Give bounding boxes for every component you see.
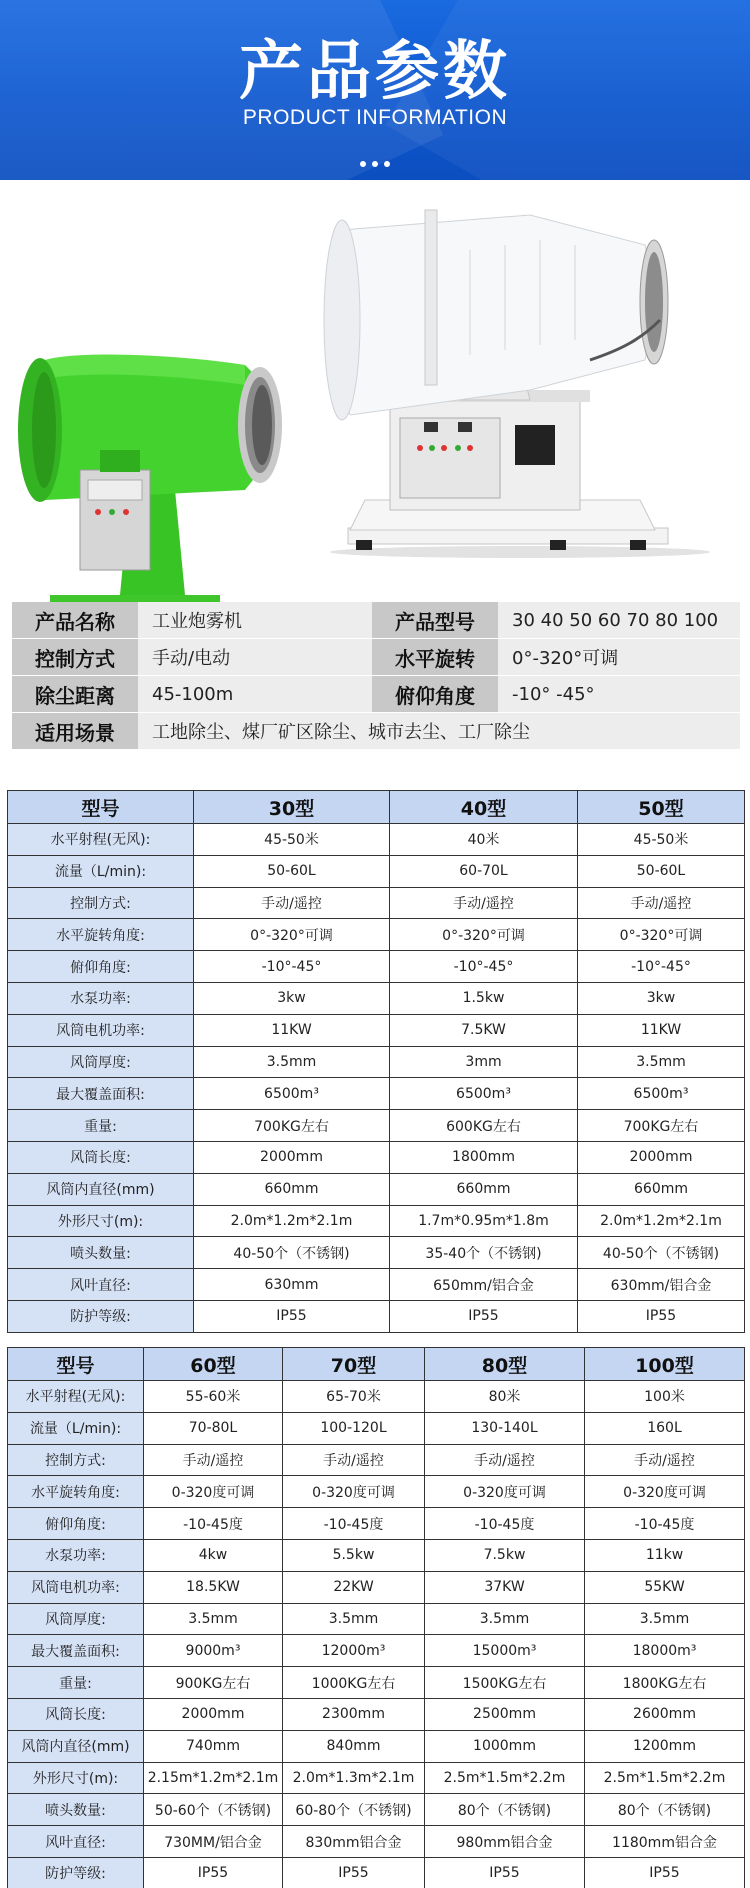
table-header-row [8, 791, 745, 824]
table-row [8, 1141, 745, 1173]
table-cell: IP55 [585, 1857, 745, 1888]
table-row [8, 1571, 745, 1603]
table-cell: IP55 [283, 1857, 425, 1888]
table-row [8, 1300, 745, 1332]
summary-label: 俯仰角度 [372, 676, 498, 712]
table-row [8, 1173, 745, 1205]
table-cell: 5.5kw [283, 1539, 425, 1571]
table-cell: 900KG左右 [144, 1667, 283, 1699]
summary-table [12, 602, 740, 750]
decorative-dots [0, 152, 750, 171]
row-label: 水平旋转角度: [8, 919, 194, 951]
table-cell: 55-60米 [144, 1381, 283, 1413]
table-cell: 80个（不锈钢) [425, 1794, 585, 1826]
table-cell: 4kw [144, 1539, 283, 1571]
table-cell: 1.7m*0.95m*1.8m [390, 1205, 578, 1237]
row-label: 风筒内直径(mm) [8, 1173, 194, 1205]
table-cell: -10-45度 [585, 1508, 745, 1540]
table-cell: 6500m³ [194, 1078, 390, 1110]
row-label: 重量: [8, 1667, 144, 1699]
table-cell: 100-120L [283, 1412, 425, 1444]
table-cell: 12000m³ [283, 1635, 425, 1667]
dot-icon [384, 161, 390, 167]
table-row [8, 824, 745, 856]
table-cell: -10-45度 [144, 1508, 283, 1540]
table-cell: 7.5KW [390, 1014, 578, 1046]
table-cell: 45-50米 [578, 824, 745, 856]
table-row [8, 951, 745, 983]
table-cell: 6500m³ [390, 1078, 578, 1110]
table-row [8, 1857, 745, 1888]
table-cell: 0°-320°可调 [194, 919, 390, 951]
table-cell: 1.5kw [390, 982, 578, 1014]
table-cell: 40米 [390, 824, 578, 856]
table-cell: 700KG左右 [194, 1110, 390, 1142]
table-cell: 730MM/铝合金 [144, 1826, 283, 1858]
table-cell: 2300mm [283, 1698, 425, 1730]
table-cell: -10-45度 [425, 1508, 585, 1540]
table-row [8, 1110, 745, 1142]
row-label: 控制方式: [8, 1444, 144, 1476]
summary-value: 30 40 50 60 70 80 100 [498, 602, 740, 638]
table-cell: 45-50米 [194, 824, 390, 856]
column-header: 50型 [578, 791, 745, 824]
row-label: 防护等级: [8, 1857, 144, 1888]
table-row [8, 1381, 745, 1413]
table-cell: 2.5m*1.5m*2.2m [425, 1762, 585, 1794]
table-cell: 22KW [283, 1571, 425, 1603]
table-cell: 0°-320°可调 [578, 919, 745, 951]
table-cell: 2000mm [578, 1141, 745, 1173]
table-row [8, 1508, 745, 1540]
table-cell: 3.5mm [283, 1603, 425, 1635]
summary-row [12, 602, 740, 638]
spec-table-30-50 [7, 790, 745, 1333]
row-label: 风筒厚度: [8, 1046, 194, 1078]
table-cell: 50-60个（不锈钢) [144, 1794, 283, 1826]
table-cell: 0-320度可调 [283, 1476, 425, 1508]
table-row [8, 1014, 745, 1046]
row-label: 风叶直径: [8, 1826, 144, 1858]
table-cell: 18000m³ [585, 1635, 745, 1667]
table-cell: 0-320度可调 [144, 1476, 283, 1508]
row-label: 防护等级: [8, 1300, 194, 1332]
row-label: 风筒长度: [8, 1141, 194, 1173]
table-cell: 2.5m*1.5m*2.2m [585, 1762, 745, 1794]
table-cell: 3kw [194, 982, 390, 1014]
table-cell: 手动/遥控 [425, 1444, 585, 1476]
row-label: 风筒电机功率: [8, 1571, 144, 1603]
table-row [8, 1269, 745, 1301]
table-row [8, 1078, 745, 1110]
table-row [8, 1444, 745, 1476]
table-cell: 3mm [390, 1046, 578, 1078]
table-cell: 40-50个（不锈钢) [194, 1237, 390, 1269]
table-cell: 60-70L [390, 855, 578, 887]
column-header: 40型 [390, 791, 578, 824]
table-cell: 1800KG左右 [585, 1667, 745, 1699]
table-cell: 660mm [578, 1173, 745, 1205]
table-cell: 630mm [194, 1269, 390, 1301]
product-photos [0, 190, 750, 570]
header-banner [0, 0, 750, 180]
table-cell: 手动/遥控 [194, 887, 390, 919]
table-cell: -10°-45° [390, 951, 578, 983]
table-cell: 1500KG左右 [425, 1667, 585, 1699]
row-label: 喷头数量: [8, 1237, 194, 1269]
table-cell: 2.15m*1.2m*2.1m [144, 1762, 283, 1794]
table-cell: 65-70米 [283, 1381, 425, 1413]
dot-icon [360, 161, 366, 167]
summary-value: 45-100m [138, 676, 372, 712]
table-cell: IP55 [390, 1300, 578, 1332]
table-row [8, 1046, 745, 1078]
row-label: 风筒长度: [8, 1698, 144, 1730]
table-cell: 9000m³ [144, 1635, 283, 1667]
table-cell: 0°-320°可调 [390, 919, 578, 951]
table-cell: 3.5mm [144, 1603, 283, 1635]
spec-table-60-100 [7, 1347, 745, 1888]
table-row [8, 1826, 745, 1858]
table-row [8, 982, 745, 1014]
row-label: 俯仰角度: [8, 1508, 144, 1540]
summary-row [12, 713, 740, 749]
column-header: 30型 [194, 791, 390, 824]
table-row [8, 1603, 745, 1635]
table-cell: 2.0m*1.2m*2.1m [578, 1205, 745, 1237]
table-row [8, 887, 745, 919]
table-cell: 50-60L [194, 855, 390, 887]
table-cell: 160L [585, 1412, 745, 1444]
table-cell: 6500m³ [578, 1078, 745, 1110]
table-cell: 700KG左右 [578, 1110, 745, 1142]
table-cell: 35-40个（不锈钢) [390, 1237, 578, 1269]
summary-label: 产品型号 [372, 602, 498, 638]
summary-label: 水平旋转 [372, 639, 498, 675]
page-title: 产品参数 [239, 35, 511, 109]
summary-value: 工业炮雾机 [138, 602, 372, 638]
table-row [8, 1635, 745, 1667]
table-cell: 55KW [585, 1571, 745, 1603]
row-label: 风筒电机功率: [8, 1014, 194, 1046]
table-row [8, 919, 745, 951]
summary-row [12, 676, 740, 712]
table-cell: IP55 [578, 1300, 745, 1332]
row-label: 最大覆盖面积: [8, 1078, 194, 1110]
column-header-model: 型号 [8, 791, 194, 824]
table-cell: 7.5kw [425, 1539, 585, 1571]
table-cell: 手动/遥控 [283, 1444, 425, 1476]
row-label: 水泵功率: [8, 982, 194, 1014]
table-cell: IP55 [425, 1857, 585, 1888]
table-row [8, 1412, 745, 1444]
table-cell: -10-45度 [283, 1508, 425, 1540]
row-label: 风筒厚度: [8, 1603, 144, 1635]
table-row [8, 855, 745, 887]
row-label: 水泵功率: [8, 1539, 144, 1571]
table-cell: 3.5mm [194, 1046, 390, 1078]
table-cell: 37KW [425, 1571, 585, 1603]
table-cell: 3.5mm [425, 1603, 585, 1635]
dot-icon [372, 161, 378, 167]
table-cell: 3kw [578, 982, 745, 1014]
table-cell: 手动/遥控 [578, 887, 745, 919]
table-cell: 2000mm [144, 1698, 283, 1730]
table-cell: 2000mm [194, 1141, 390, 1173]
summary-value: 0°-320°可调 [498, 639, 740, 675]
table-cell: 50-60L [578, 855, 745, 887]
table-cell: 2600mm [585, 1698, 745, 1730]
table-row [8, 1794, 745, 1826]
table-row [8, 1730, 745, 1762]
row-label: 重量: [8, 1110, 194, 1142]
table-cell: 660mm [390, 1173, 578, 1205]
table-cell: 1180mm铝合金 [585, 1826, 745, 1858]
table-row [8, 1539, 745, 1571]
table-cell: 600KG左右 [390, 1110, 578, 1142]
summary-value: -10° -45° [498, 676, 740, 712]
summary-label: 适用场景 [12, 713, 138, 749]
row-label: 风叶直径: [8, 1269, 194, 1301]
row-label: 俯仰角度: [8, 951, 194, 983]
table-cell: 2500mm [425, 1698, 585, 1730]
table-row [8, 1476, 745, 1508]
row-label: 控制方式: [8, 887, 194, 919]
row-label: 喷头数量: [8, 1794, 144, 1826]
row-label: 外形尺寸(m): [8, 1762, 144, 1794]
table-cell: 2.0m*1.3m*2.1m [283, 1762, 425, 1794]
table-cell: 630mm/铝合金 [578, 1269, 745, 1301]
table-cell: 60-80个（不锈钢) [283, 1794, 425, 1826]
table-cell: 650mm/铝合金 [390, 1269, 578, 1301]
table-cell: 840mm [283, 1730, 425, 1762]
row-label: 最大覆盖面积: [8, 1635, 144, 1667]
summary-value: 手动/电动 [138, 639, 372, 675]
table-row [8, 1762, 745, 1794]
table-cell: IP55 [194, 1300, 390, 1332]
summary-label: 除尘距离 [12, 676, 138, 712]
table-cell: IP55 [144, 1857, 283, 1888]
table-cell: 70-80L [144, 1412, 283, 1444]
table-cell: 2.0m*1.2m*2.1m [194, 1205, 390, 1237]
table-cell: 11KW [194, 1014, 390, 1046]
summary-label: 控制方式 [12, 639, 138, 675]
table-cell: 11KW [578, 1014, 745, 1046]
table-cell: 手动/遥控 [144, 1444, 283, 1476]
table-cell: -10°-45° [194, 951, 390, 983]
row-label: 水平射程(无风): [8, 1381, 144, 1413]
column-header: 70型 [283, 1348, 425, 1381]
table-cell: 18.5KW [144, 1571, 283, 1603]
table-cell: 1000KG左右 [283, 1667, 425, 1699]
table-header-row [8, 1348, 745, 1381]
table-cell: 830mm铝合金 [283, 1826, 425, 1858]
row-label: 风筒内直径(mm) [8, 1730, 144, 1762]
column-header-model: 型号 [8, 1348, 144, 1381]
table-cell: 手动/遥控 [585, 1444, 745, 1476]
table-row [8, 1667, 745, 1699]
page-subtitle: PRODUCT INFORMATION [242, 106, 508, 129]
table-cell: 660mm [194, 1173, 390, 1205]
row-label: 水平射程(无风): [8, 824, 194, 856]
summary-row [12, 639, 740, 675]
table-cell: 1800mm [390, 1141, 578, 1173]
table-cell: 740mm [144, 1730, 283, 1762]
table-cell: 0-320度可调 [585, 1476, 745, 1508]
row-label: 水平旋转角度: [8, 1476, 144, 1508]
summary-value: 工地除尘、煤厂矿区除尘、城市去尘、工厂除尘 [138, 713, 740, 749]
table-cell: -10°-45° [578, 951, 745, 983]
table-cell: 3.5mm [578, 1046, 745, 1078]
table-cell: 40-50个（不锈钢) [578, 1237, 745, 1269]
table-cell: 1200mm [585, 1730, 745, 1762]
table-cell: 15000m³ [425, 1635, 585, 1667]
table-cell: 80个（不锈钢) [585, 1794, 745, 1826]
column-header: 100型 [585, 1348, 745, 1381]
table-row [8, 1205, 745, 1237]
column-header: 60型 [144, 1348, 283, 1381]
table-cell: 100米 [585, 1381, 745, 1413]
table-cell: 130-140L [425, 1412, 585, 1444]
table-cell: 3.5mm [585, 1603, 745, 1635]
row-label: 流量（L/min): [8, 1412, 144, 1444]
table-cell: 80米 [425, 1381, 585, 1413]
table-cell: 980mm铝合金 [425, 1826, 585, 1858]
table-cell: 11kw [585, 1539, 745, 1571]
row-label: 外形尺寸(m): [8, 1205, 194, 1237]
row-label: 流量（L/min): [8, 855, 194, 887]
white-fog-cannon-image [320, 190, 740, 570]
table-cell: 1000mm [425, 1730, 585, 1762]
table-row [8, 1237, 745, 1269]
green-fog-cannon-image [0, 290, 300, 650]
table-cell: 手动/遥控 [390, 887, 578, 919]
column-header: 80型 [425, 1348, 585, 1381]
table-row [8, 1698, 745, 1730]
summary-label: 产品名称 [12, 602, 138, 638]
table-cell: 0-320度可调 [425, 1476, 585, 1508]
